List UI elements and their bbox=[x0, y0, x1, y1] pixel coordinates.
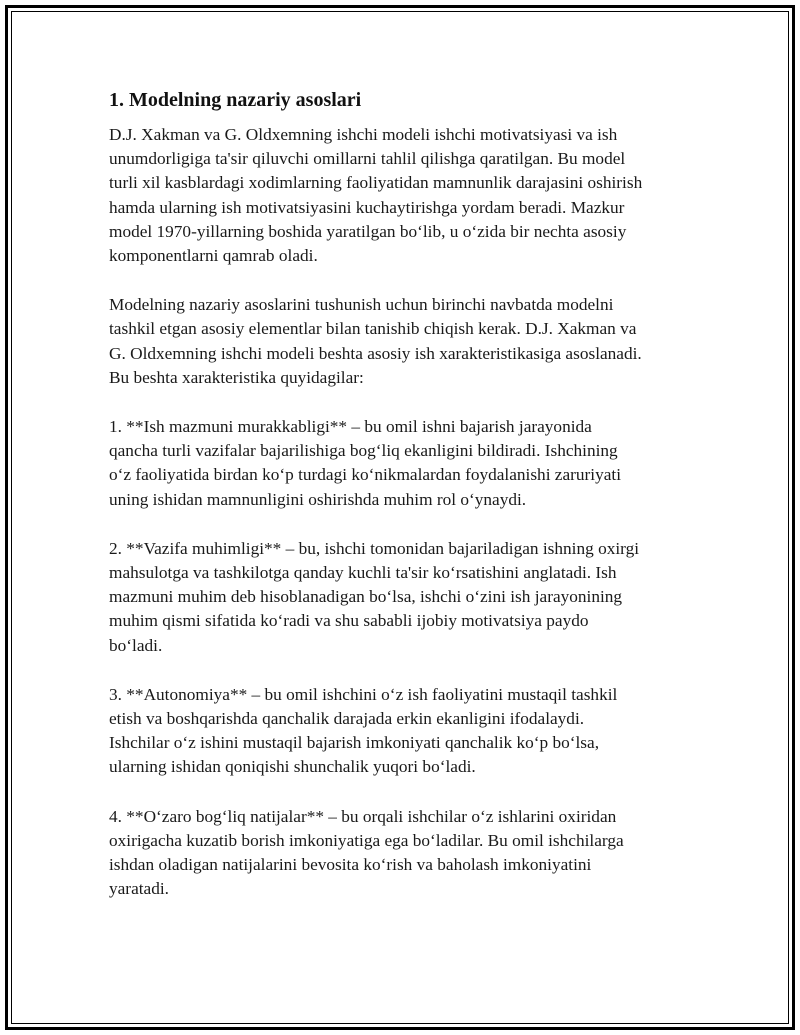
text-line: etish va boshqarishda qanchalik darajada erkin ekanligini ifodalaydi. bbox=[109, 709, 585, 729]
text-line: bo‘ladi. bbox=[109, 635, 163, 655]
text-line: tashkil etgan asosiy elementlar bilan tanishib chiqish kerak. D.J. Xakman va bbox=[109, 319, 637, 339]
text-line: 4. **O‘zaro bog‘liq natijalar** – bu orqali ishchilar o‘z ishlarini oxiridan bbox=[109, 806, 617, 826]
text-line: oxirigacha kuzatib borish imkoniyatiga ega bo‘ladilar. Bu omil ishchilarga bbox=[109, 830, 624, 850]
text-line: Modelning nazariy asoslarini tushunish uchun birinchi navbatda modelni bbox=[109, 295, 614, 315]
text-line: uning ishidan mamnunligini oshirishda muhim rol o‘ynaydi. bbox=[109, 489, 527, 509]
text-line: hamda ularning ish motivatsiyasini kuchaytirishga yordam beradi. Mazkur bbox=[109, 197, 625, 217]
text-line: mazmuni muhim deb hisoblanadigan bo‘lsa, ishchi o‘zini ish jarayonining bbox=[109, 587, 623, 607]
text-line: yaratadi. bbox=[109, 879, 169, 899]
text-line: 2. **Vazifa muhimligi** – bu, ishchi tomonidan bajariladigan ishning oxirgi bbox=[109, 538, 640, 558]
text-line: turli xil kasblardagi xodimlarning faoliyatidan mamnunlik darajasini oshirish bbox=[109, 173, 643, 193]
text-line: mahsulotga va tashkilotga qanday kuchli ta'sir ko‘rsatishini anglatadi. Ish bbox=[109, 563, 617, 583]
text-line: Ishchilar o‘z ishini mustaqil bajarish imkoniyati qanchalik ko‘p bo‘lsa, bbox=[109, 733, 600, 753]
text-line: D.J. Xakman va G. Oldxemning ishchi modeli ishchi motivatsiyasi va ish bbox=[109, 125, 618, 144]
text-line: muhim qismi sifatida ko‘radi va shu sababli ijobiy motivatsiya paydo bbox=[109, 611, 589, 631]
text-line: 1. **Ish mazmuni murakkabligi** – bu omil ishni bajarish jarayonida bbox=[109, 417, 592, 437]
text-line: G. Oldxemning ishchi modeli beshta asosiy ish xarakteristikasiga asoslanadi. bbox=[109, 343, 642, 363]
document-body bbox=[109, 88, 699, 926]
paragraph-theory bbox=[109, 293, 699, 390]
text-line: model 1970-yillarning boshida yaratilgan bo‘lib, u o‘zida bir nechta asosiy bbox=[109, 221, 627, 241]
text-line: qancha turli vazifalar bajarilishiga bog‘liq ekanligini bildiradi. Ishchining bbox=[109, 441, 618, 461]
text-line: ularning ishidan qoniqishi shunchalik yuqori bo‘ladi. bbox=[109, 757, 476, 777]
paragraph-item-1 bbox=[109, 415, 699, 512]
text-line: unumdorligiga ta'sir qiluvchi omillarni tahlil qilishga qaratilgan. Bu model bbox=[109, 149, 626, 169]
text-line: komponentlarni qamrab oladi. bbox=[109, 246, 318, 266]
section-heading: 1. Modelning nazariy asoslari bbox=[109, 89, 362, 111]
text-line: o‘z faoliyatida birdan ko‘p turdagi ko‘nikmalardan foydalanishi zaruriyati bbox=[109, 465, 622, 485]
text-line: ishdan oladigan natijalarini bevosita ko‘rish va baholash imkoniyatini bbox=[109, 855, 592, 875]
paragraph-item-4 bbox=[109, 805, 699, 902]
paragraph-intro bbox=[109, 123, 699, 268]
text-line: 3. **Autonomiya** – bu omil ishchini o‘z ish faoliyatini mustaqil tashkil bbox=[109, 684, 618, 704]
text-line: Bu beshta xarakteristika quyidagilar: bbox=[109, 367, 364, 387]
paragraph-item-2 bbox=[109, 537, 699, 658]
paragraph-item-3 bbox=[109, 683, 699, 780]
